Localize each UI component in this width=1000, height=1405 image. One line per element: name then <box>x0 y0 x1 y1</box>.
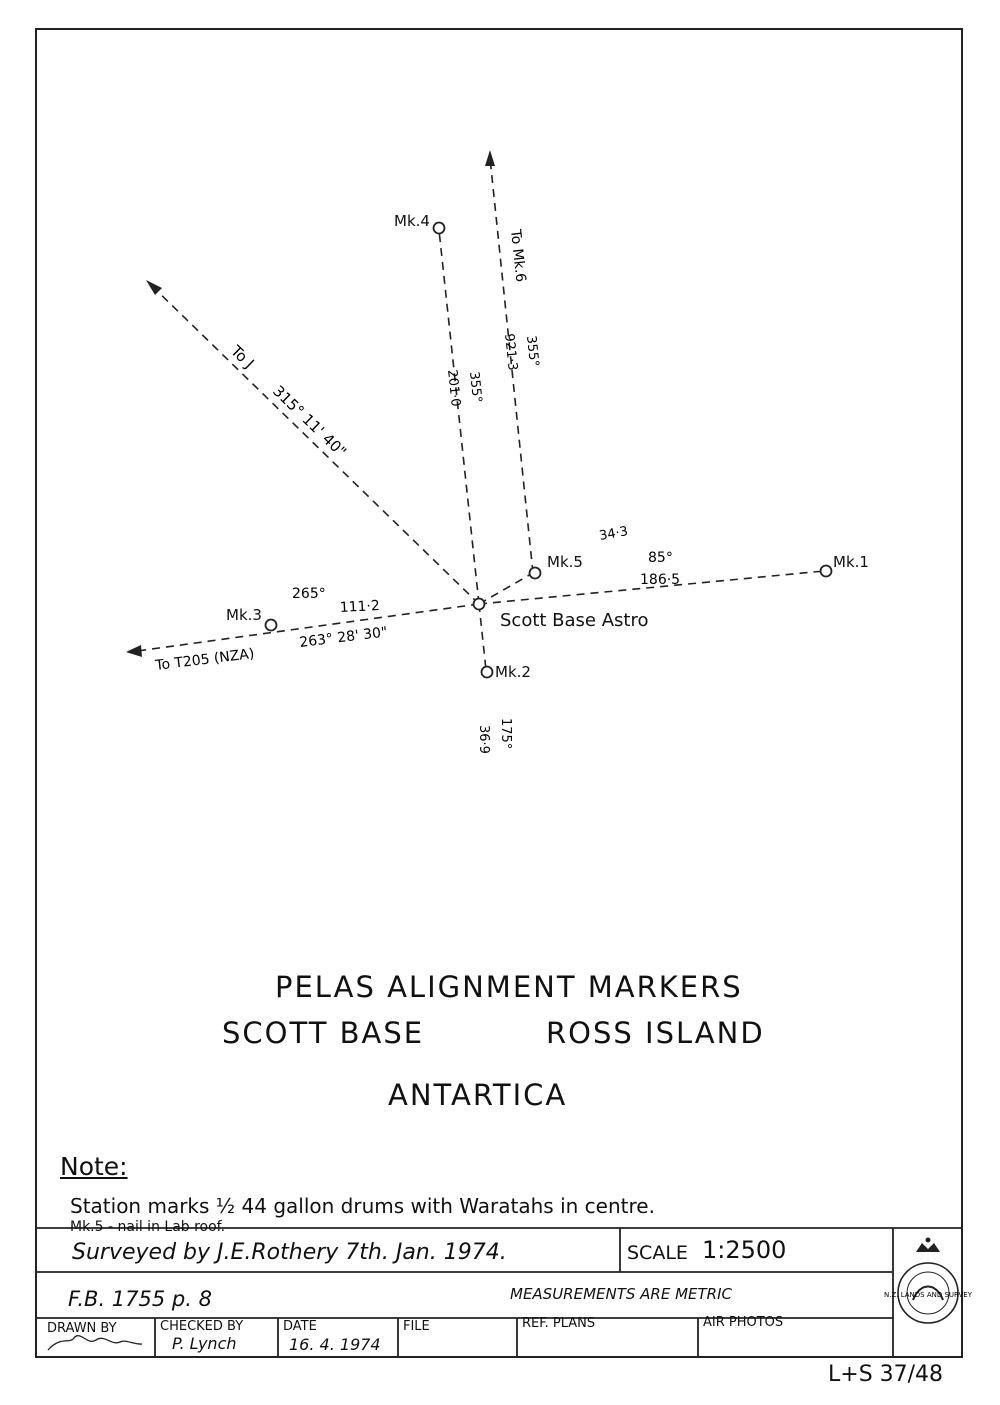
label-mk6-dist: 921·3 <box>501 332 520 372</box>
arrow-to-j <box>146 280 162 295</box>
scale-value: 1:2500 <box>702 1236 787 1264</box>
svg-text:N.Z. LANDS AND SURVEY: N.Z. LANDS AND SURVEY <box>883 1291 973 1299</box>
arrow-to-mk6 <box>485 150 495 166</box>
date-label: DATE <box>283 1319 317 1334</box>
label-mk1-bearing: 85° <box>648 550 673 566</box>
label-mk4-bearing: 355° <box>466 370 485 404</box>
marker-label-mk3: Mk.3 <box>226 606 262 624</box>
label-mk2-bearing: 175° <box>498 718 513 750</box>
station-scott-base-astro <box>474 599 485 610</box>
checked-by-label: CHECKED BY <box>160 1319 244 1334</box>
station-mk2 <box>482 667 493 678</box>
sheet-reference: L+S 37/48 <box>828 1362 944 1387</box>
ref-plans-label: REF. PLANS <box>522 1316 596 1331</box>
marker-label-mk1: Mk.1 <box>833 553 869 571</box>
scale-label: SCALE <box>627 1242 688 1264</box>
label-mk2-dist: 36·9 <box>476 725 491 754</box>
field-book-ref: F.B. 1755 p. 8 <box>68 1287 212 1311</box>
label-to-mk6: To Mk.6 <box>507 228 529 283</box>
marker-label-mk2: Mk.2 <box>495 663 531 681</box>
note-line-1: Station marks ½ 44 gallon drums with Waratahs in centre. <box>70 1194 655 1218</box>
title-line-2b: ROSS ISLAND <box>546 1016 765 1050</box>
marker-label-mk5: Mk.5 <box>547 553 583 571</box>
station-mk3 <box>266 620 277 631</box>
surveyed-by: Surveyed by J.E.Rothery 7th. Jan. 1974. <box>72 1240 507 1265</box>
drawn-by-signature <box>48 1336 142 1350</box>
label-to-j-bearing: 315° 11' 40" <box>269 381 350 461</box>
station-mk5 <box>530 568 541 579</box>
label-mk4-dist: 201·0 <box>444 368 463 408</box>
label-mk3-bearing: 265° <box>292 586 326 602</box>
marker-label-mk4: Mk.4 <box>394 212 430 230</box>
title-line-3: ANTARTICA <box>388 1078 568 1112</box>
label-t205-bearing: 263° 28' 30" <box>298 624 389 651</box>
ray-to-mk4 <box>439 230 479 604</box>
title-line-1: PELAS ALIGNMENT MARKERS <box>275 970 743 1004</box>
measurements-metric: MEASUREMENTS ARE METRIC <box>510 1285 733 1303</box>
station-mk4 <box>434 223 445 234</box>
date-value: 16. 4. 1974 <box>289 1335 381 1354</box>
label-mk6-bearing: 355° <box>523 334 542 368</box>
label-mk3-dist: 111·2 <box>339 597 381 616</box>
note-heading: Note: <box>60 1152 128 1181</box>
label-mk1-dist: 186·5 <box>640 572 681 588</box>
label-to-t205: To T205 (NZA) <box>154 645 256 674</box>
checked-by-signature: P. Lynch <box>172 1334 237 1353</box>
file-label: FILE <box>403 1319 430 1334</box>
ray-to-mk2 <box>479 604 486 670</box>
arrow-to-t205 <box>126 645 142 657</box>
note-line-2: Mk.5 - nail in Lab roof. <box>70 1219 226 1235</box>
lands-survey-seal <box>884 1238 973 1324</box>
label-to-j: To J <box>227 341 258 373</box>
drawn-by-label: DRAWN BY <box>47 1321 117 1336</box>
title-line-2a: SCOTT BASE <box>222 1016 425 1050</box>
station-mk1 <box>821 566 832 577</box>
label-mk5-dist: 34·3 <box>598 524 630 544</box>
ray-to-j <box>150 284 479 604</box>
air-photos-label: AIR PHOTOS <box>703 1315 784 1330</box>
marker-label-scott-base-astro: Scott Base Astro <box>500 610 649 631</box>
